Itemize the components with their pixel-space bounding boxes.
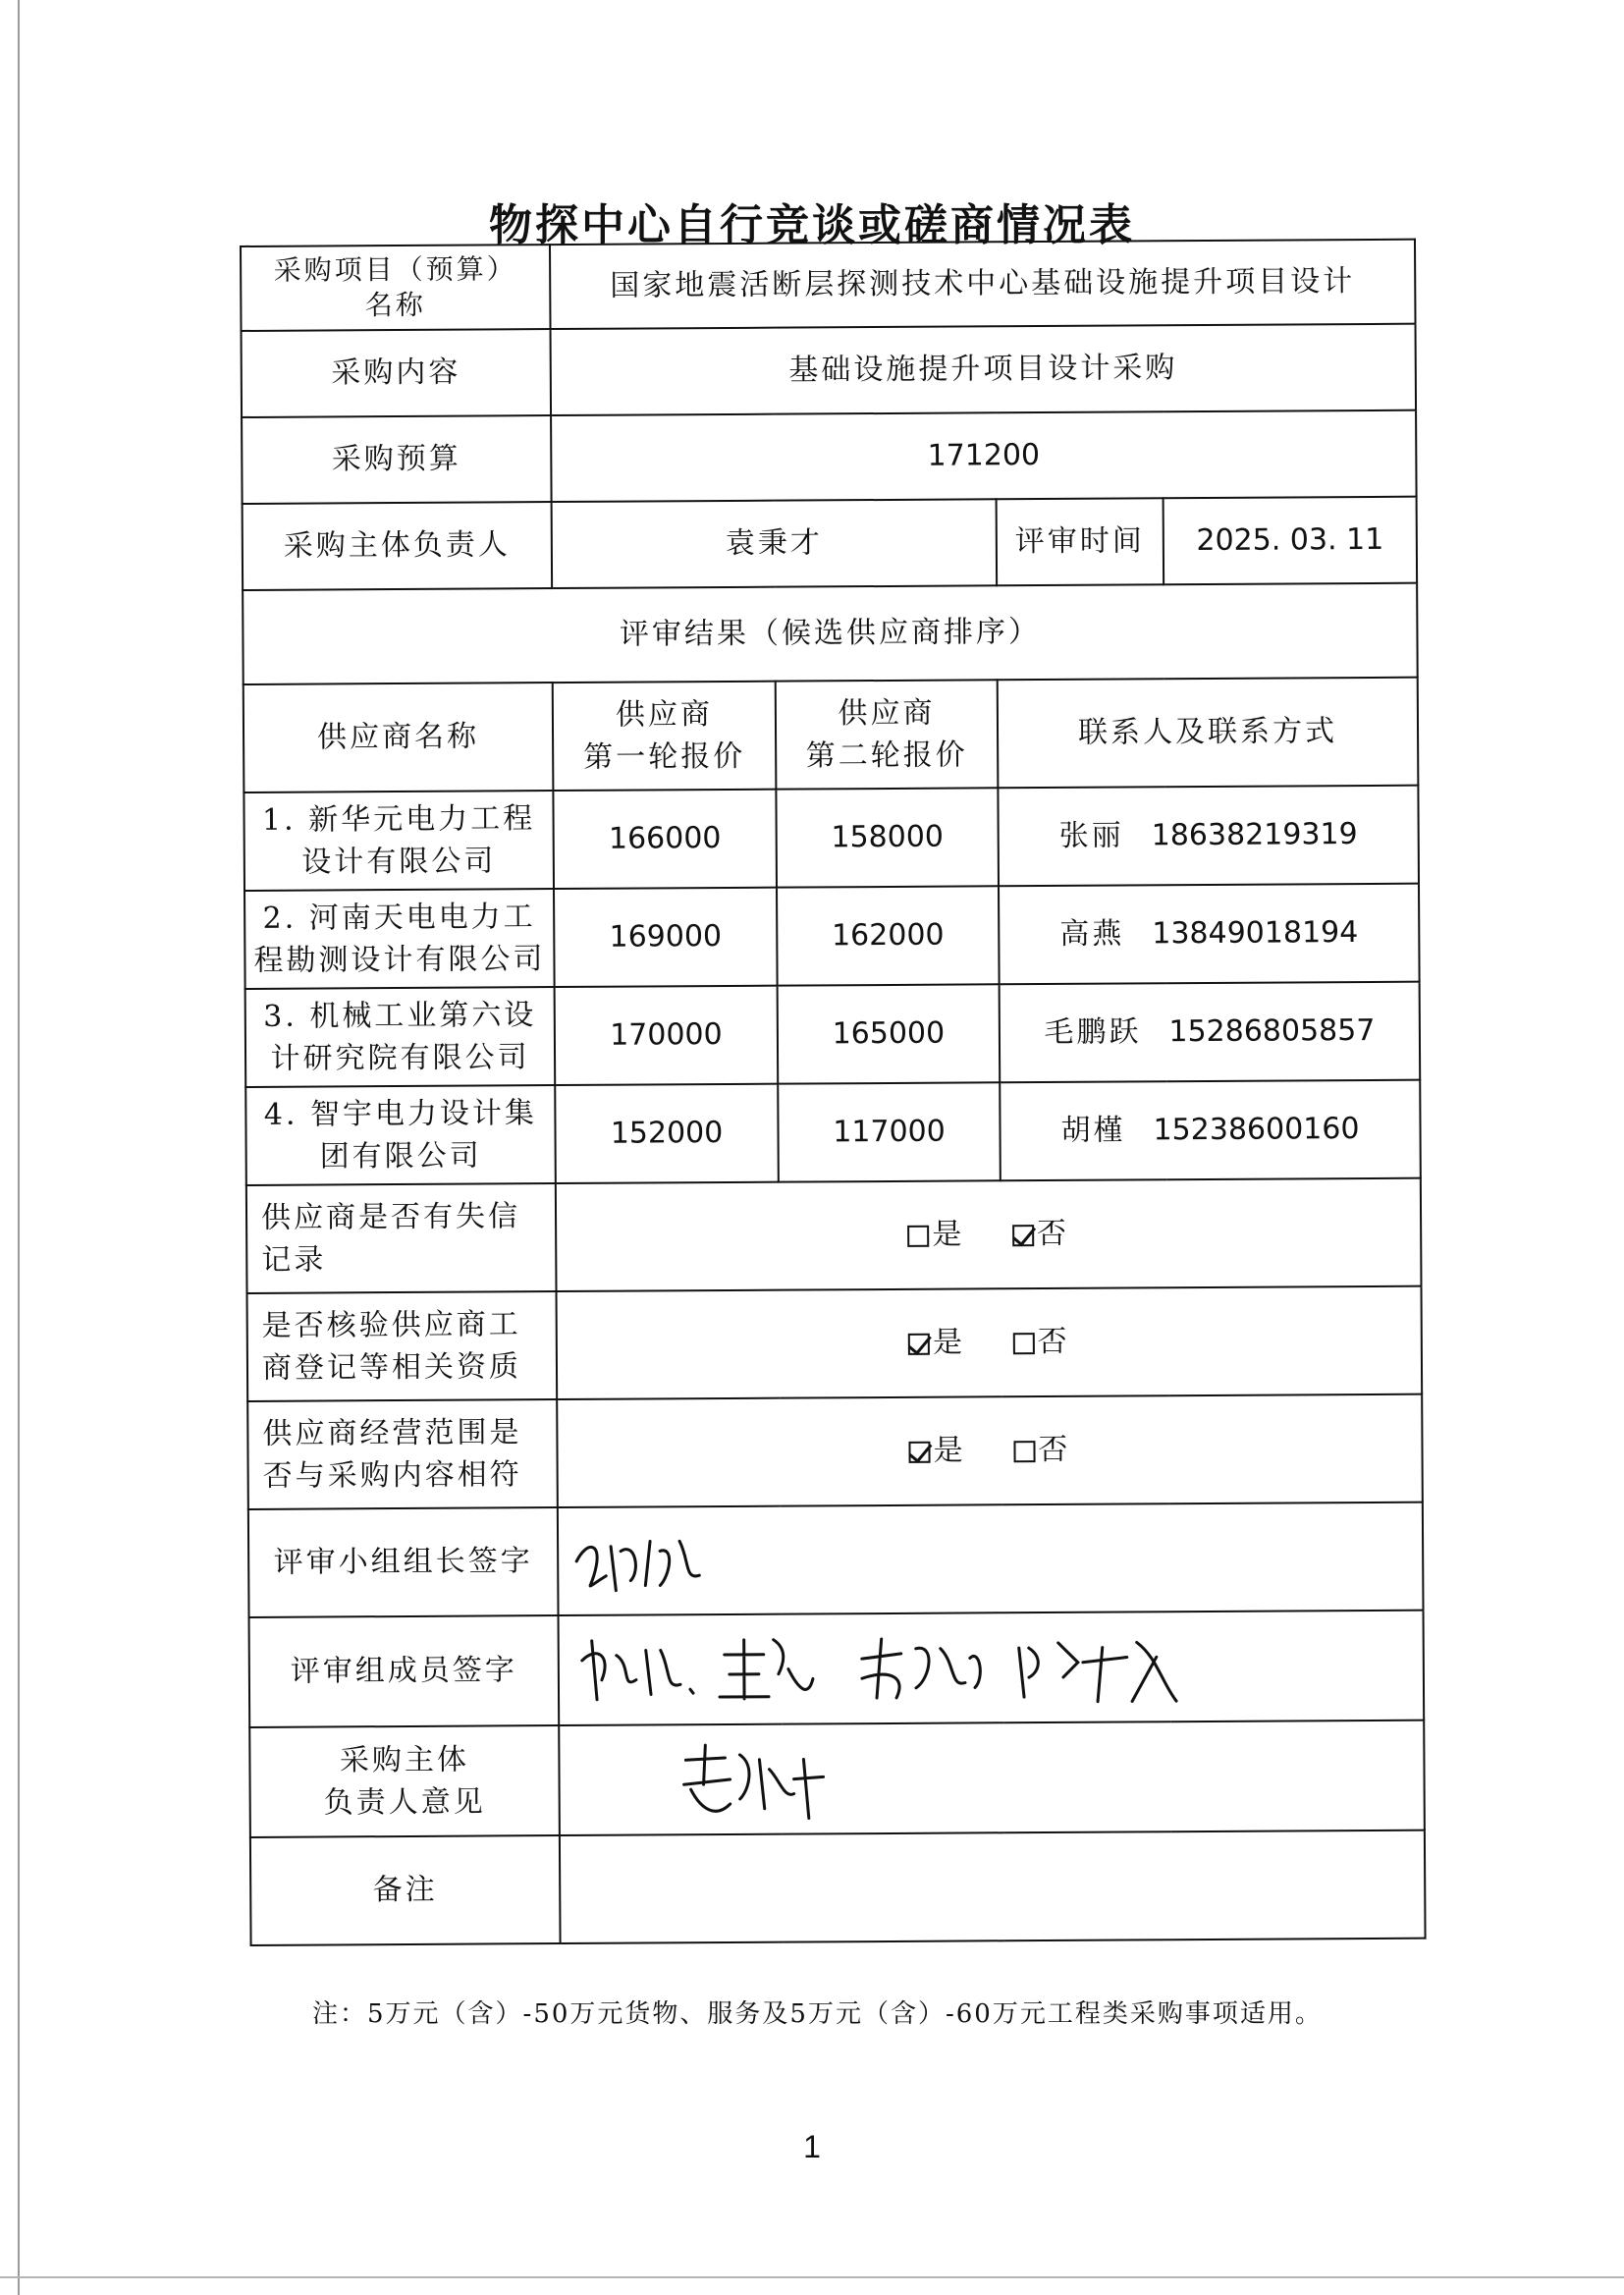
first-quote-header-line-1: 供应商 (615, 696, 714, 733)
footnote: 注：5万元（含）-50万元货物、服务及5万元（含）-60万元工程类采购事项适用。 (312, 1999, 1323, 2029)
responsible-row (243, 497, 1418, 590)
supplier-second-quote: 117000 (778, 1082, 1001, 1181)
yes-label: 是 (933, 1433, 966, 1468)
review-time-value: 2025. 03. 11 (1164, 497, 1418, 585)
checkbox-icon[interactable] (1013, 1441, 1035, 1462)
procurement-form-table (240, 239, 1427, 1946)
leader-sign-row (248, 1503, 1424, 1617)
checkbox-icon[interactable] (907, 1226, 929, 1247)
supplier-name: 4. 智宇电力设计集团有限公司 (245, 1085, 556, 1185)
contact-name: 张丽 (1058, 818, 1124, 854)
scan-edge-left (18, 0, 20, 2295)
supplier-second-quote: 162000 (777, 886, 1000, 985)
remarks-row (250, 1831, 1426, 1945)
contact-name: 毛鹏跃 (1044, 1014, 1142, 1051)
project-name-label: 采购项目（预算） 名称 (241, 245, 551, 331)
question-row-scope (247, 1394, 1423, 1509)
supplier-name: 3. 机械工业第六设计研究院有限公司 (245, 987, 556, 1087)
yes-option[interactable] (909, 1434, 966, 1468)
leader-sign-label: 评审小组组长签字 (248, 1507, 559, 1617)
budget-value: 171200 (551, 410, 1417, 502)
supplier-row (244, 786, 1419, 891)
question-row-credit (246, 1178, 1422, 1293)
checkbox-checked-icon[interactable] (908, 1334, 930, 1355)
question-options (557, 1286, 1423, 1399)
yes-option[interactable] (908, 1326, 965, 1360)
no-label: 否 (1036, 1217, 1070, 1252)
supplier-contact (998, 786, 1419, 887)
no-option[interactable] (1012, 1217, 1069, 1251)
supplier-first-quote: 170000 (555, 986, 779, 1085)
opinion-signature-area (559, 1721, 1425, 1835)
no-option[interactable] (1013, 1433, 1070, 1467)
question-options (557, 1394, 1423, 1507)
responsible-value: 袁秉才 (552, 499, 998, 588)
project-name-value: 国家地震活断层探测技术中心基础设施提升项目设计 (550, 240, 1416, 329)
budget-label: 采购预算 (242, 415, 552, 504)
responsible-label: 采购主体负责人 (243, 502, 553, 590)
leader-signature-area (558, 1503, 1424, 1615)
members-signatures (568, 1616, 1393, 1720)
question-options (556, 1178, 1422, 1291)
second-quote-column-header (776, 680, 999, 789)
supplier-contact (999, 884, 1420, 985)
no-label: 否 (1038, 1433, 1071, 1468)
content-value: 基础设施提升项目设计采购 (551, 324, 1417, 415)
opinion-label-line-1: 采购主体 (339, 1742, 470, 1777)
question-row-qualification (247, 1286, 1423, 1401)
checkbox-icon[interactable] (1013, 1333, 1035, 1354)
responsible-signature (568, 1729, 863, 1830)
supplier-contact (1000, 982, 1421, 1083)
supplier-header-row (244, 678, 1419, 792)
opinion-label-line-2: 负责人意见 (323, 1784, 486, 1821)
supplier-second-quote: 158000 (776, 788, 999, 887)
supplier-first-quote: 166000 (553, 790, 777, 889)
contact-phone: 13849018194 (1152, 915, 1359, 952)
question-label: 是否核验供应商工商登记等相关资质 (247, 1291, 558, 1401)
contact-phone: 15238600160 (1153, 1112, 1360, 1148)
second-quote-header-line-2: 第二轮报价 (805, 738, 968, 774)
question-label: 供应商是否有失信记录 (246, 1183, 557, 1293)
supplier-column-header: 供应商名称 (244, 683, 554, 792)
yes-label: 是 (932, 1325, 966, 1360)
yes-option[interactable] (907, 1218, 964, 1252)
contact-column-header: 联系人及联系方式 (998, 678, 1419, 789)
first-quote-column-header (553, 682, 777, 791)
remarks-value (560, 1831, 1426, 1943)
contact-phone: 18638219319 (1151, 817, 1358, 853)
supplier-first-quote: 169000 (554, 888, 778, 987)
supplier-name: 2. 河南天电电力工程勘测设计有限公司 (244, 889, 555, 989)
remarks-label: 备注 (250, 1835, 561, 1945)
result-header-row (243, 583, 1418, 684)
members-signature-area (559, 1611, 1425, 1725)
opinion-row (249, 1721, 1425, 1837)
contact-name: 胡槿 (1060, 1113, 1126, 1149)
content-row (242, 324, 1417, 417)
checkbox-checked-icon[interactable] (1012, 1225, 1034, 1246)
page-number: 1 (803, 2129, 821, 2164)
content-label: 采购内容 (242, 329, 552, 417)
yes-label: 是 (932, 1217, 965, 1252)
leader-signature (567, 1521, 763, 1601)
review-time-label: 评审时间 (997, 498, 1164, 585)
second-quote-header-line-1: 供应商 (838, 695, 936, 731)
supplier-first-quote: 152000 (555, 1084, 779, 1183)
members-sign-label: 评审组成员签字 (249, 1615, 560, 1727)
supplier-second-quote: 165000 (778, 984, 1001, 1083)
supplier-row (244, 884, 1420, 989)
scan-edge-bottom (0, 2276, 1624, 2278)
supplier-row (245, 1080, 1421, 1185)
budget-row (242, 410, 1417, 504)
project-name-row (241, 240, 1416, 331)
contact-phone: 15286805857 (1168, 1013, 1376, 1050)
opinion-label (249, 1725, 560, 1837)
first-quote-header-line-2: 第一轮报价 (583, 738, 746, 775)
supplier-row (245, 982, 1421, 1087)
supplier-contact (1000, 1080, 1421, 1181)
checkbox-checked-icon[interactable] (909, 1442, 931, 1463)
page-title: 物探中心自行竞谈或磋商情况表 (489, 200, 1135, 250)
members-sign-row (249, 1611, 1425, 1727)
question-label: 供应商经营范围是否与采购内容相符 (247, 1399, 558, 1509)
result-header: 评审结果（候选供应商排序） (243, 583, 1418, 684)
no-label: 否 (1037, 1325, 1070, 1360)
supplier-name: 1. 新华元电力工程设计有限公司 (244, 791, 554, 891)
no-option[interactable] (1012, 1325, 1069, 1359)
contact-name: 高燕 (1059, 916, 1125, 953)
